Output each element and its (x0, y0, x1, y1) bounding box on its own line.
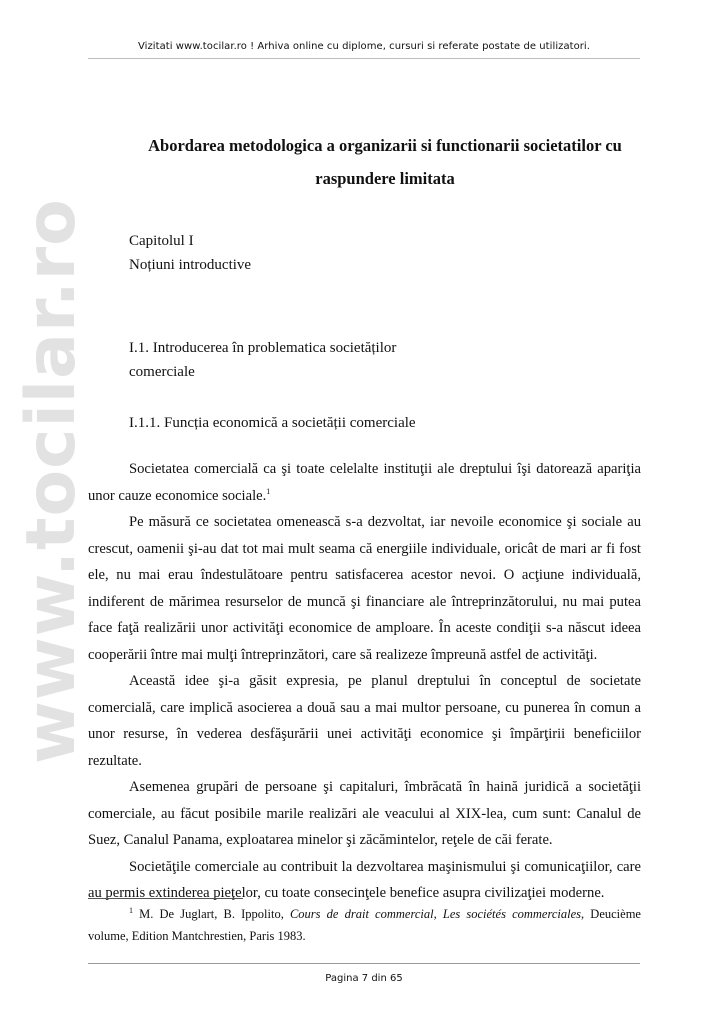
footnote-reference[interactable]: 1 (266, 486, 271, 496)
section-line-2: comerciale (129, 364, 195, 380)
subsection-heading: I.1.1. Funcția economică a societății comerciale (129, 415, 416, 431)
paragraph: Societăţile comerciale au contribuit la dezvoltarea maşinismului şi comunicaţiilor, care au permis extinderea pieţelor, cu toate consecinţele benefice asupra civilizaţiei moderne. (88, 858, 641, 901)
page-number: Pagina 7 din 65 (325, 973, 403, 984)
header-divider (88, 58, 640, 59)
paragraph: Asemenea grupări de persoane şi capitaluri, îmbrăcată în haină juridică a societăţii comerciale, au făcut posibile marile realizări ale veacului al XIX-lea, cum sunt: Canalul de Suez, Canalul Panama, exploatarea minelor şi zăcămintelor, reţele de căi ferate. (88, 779, 641, 848)
footnote-authors: M. De Juglart, B. Ippolito, (139, 907, 284, 921)
chapter-number: Capitolul I (129, 233, 194, 249)
footnote (88, 903, 641, 947)
body-text (88, 456, 641, 907)
footer-divider (88, 963, 640, 964)
chapter-heading (129, 229, 251, 277)
footnote-details: , Deucième volume, Edition Mantchrestien, Paris 1983. (88, 907, 641, 943)
site-banner: Vizitati www.tocilar.ro ! Arhiva online cu diplome, cursuri si referate postate de utilizatori. (138, 41, 590, 52)
chapter-title: Noțiuni introductive (129, 257, 252, 273)
section-heading (129, 336, 396, 384)
footnote-work-title: Cours de drait commercial, Les sociétés commerciales (289, 907, 582, 921)
footnote-divider (88, 898, 243, 899)
document-title (100, 129, 670, 195)
paragraph: Această idee şi-a găsit expresia, pe planul dreptului în conceptul de societate comercială, care implică asocierea a două sau a mai multor persoane, cu punerea în comun a unor resurse, în vederea desfăşurării unei activităţi economice şi împărţirii beneficiilor rezultate. (88, 673, 641, 769)
paragraph: Societatea comercială ca şi toate celelalte instituţii ale dreptului îşi datorează apariţia unor cauze economice sociale.$^1$ (88, 461, 641, 504)
footnote-number: 1 (129, 905, 133, 915)
title-line-1: Abordarea metodologica a organizarii si functionarii societatilor cu (148, 136, 622, 155)
title-line-2: raspundere limitata (315, 169, 455, 188)
site-watermark: www.tocilar.ro (12, 198, 91, 764)
section-line-1: I.1. Introducerea în problematica societăților (129, 340, 397, 356)
paragraph: Pe măsură ce societatea omenească s-a dezvoltat, iar nevoile economice şi sociale au crescut, oamenii şi-au dat tot mai mult seama că energiile individuale, oricât de mari ar fi fost ele, nu mai erau îndestulătoare pentru satisfacerea acestor nevoi. O acţiune individuală, indiferent de mărimea resurselor de muncă şi financiare ale întreprinzătorului, nu mai putea face faţă realizării unor activităţi economice de amploare. În aceste condiţii s-a născut ideea cooperării între mai mulţi întreprinzători, care să realizeze împreună astfel de activităţi. (88, 514, 641, 663)
